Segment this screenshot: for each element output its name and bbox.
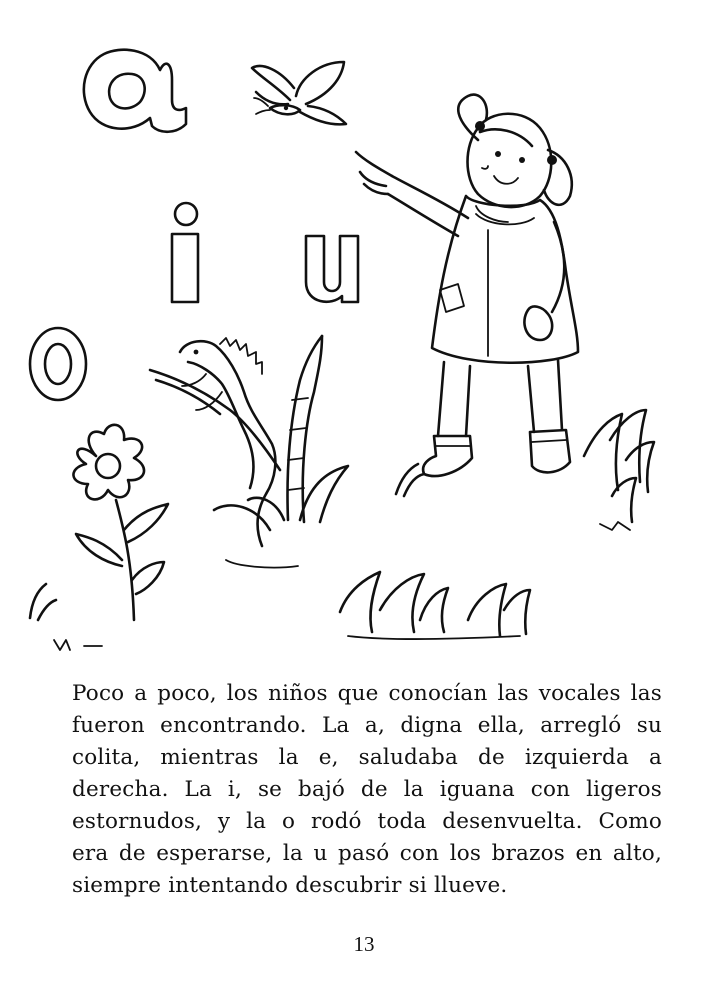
- story-line: estornudos, y la o rodó toda desenvuelta. Como: [72, 809, 662, 834]
- letter-a-outline: [84, 50, 186, 132]
- story-line: colita, mientras la e, saludaba de izquierda a: [72, 745, 662, 770]
- butterfly-drawing: [252, 62, 346, 124]
- letter-u-outline: [306, 236, 358, 302]
- story-paragraph: [72, 678, 662, 902]
- letter-o-outline: [30, 328, 86, 400]
- letter-i-outline: [172, 203, 198, 302]
- page-number: 13: [353, 932, 375, 956]
- story-line: fueron encontrando. La a, digna ella, arregló su: [72, 713, 662, 738]
- iguana-drawing: [150, 338, 280, 546]
- story-line: era de esperarse, la u pasó con los brazos en alto,: [72, 841, 662, 866]
- girl-drawing: [356, 95, 578, 476]
- story-line: derecha. La i, se bajó de la iguana con ligeros: [72, 777, 662, 802]
- story-line: Poco a poco, los niños que conocían las vocales las: [72, 681, 662, 706]
- flower-drawing: [73, 425, 168, 620]
- story-line: siempre intentando descubrir si llueve.: [72, 873, 508, 898]
